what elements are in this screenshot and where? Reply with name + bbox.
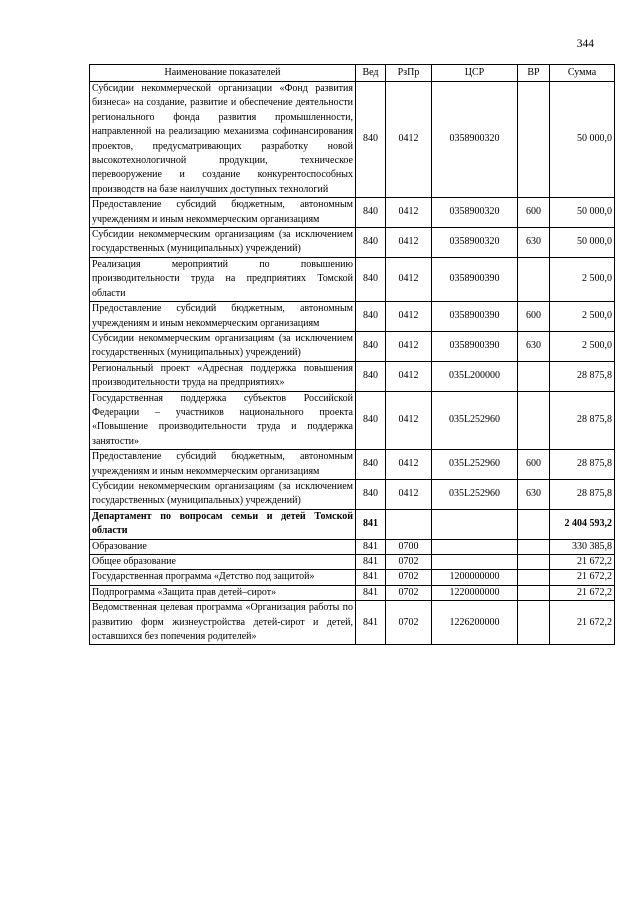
header-ved: Вед [356, 65, 386, 82]
table-row [90, 555, 615, 570]
row-vr-cell [518, 361, 550, 391]
budget-table [89, 64, 615, 645]
row-name-cell: Субсидии некоммерческой организации «Фонд развития бизнеса» на создание, развитие и обеспечение деятельности регионального фонда развития промышленности, направленной на реализацию механизма софинансирования проектов, предусматривающих разработку новой высокотехнологичной продукции, техническое перевооружение и создание конкурентоспособных производств на базе наилучших доступных технологий [90, 82, 356, 198]
row-ved-cell: 840 [356, 391, 386, 450]
row-sum-cell: 21 672,2 [550, 555, 615, 570]
row-ved-cell: 840 [356, 479, 386, 509]
row-vr-cell [518, 555, 550, 570]
row-rzpr-cell: 0412 [386, 331, 432, 361]
table-row [90, 570, 615, 585]
row-sum-cell: 330 385,8 [550, 539, 615, 554]
row-sum-cell: 28 875,8 [550, 479, 615, 509]
row-rzpr-cell: 0412 [386, 198, 432, 228]
row-csr-cell: 1200000000 [432, 570, 518, 585]
header-name: Наименование показателей [90, 65, 356, 82]
table-header-row [90, 65, 615, 82]
row-csr-cell: 035L252960 [432, 479, 518, 509]
row-name-cell: Образование [90, 539, 356, 554]
row-rzpr-cell: 0412 [386, 228, 432, 258]
row-rzpr-cell: 0702 [386, 570, 432, 585]
row-ved-cell: 840 [356, 361, 386, 391]
row-ved-cell: 841 [356, 570, 386, 585]
row-csr-cell: 035L252960 [432, 450, 518, 480]
row-vr-cell: 600 [518, 198, 550, 228]
row-csr-cell [432, 539, 518, 554]
table-row [90, 539, 615, 554]
header-vr: ВР [518, 65, 550, 82]
row-sum-cell: 50 000,0 [550, 228, 615, 258]
table-row [90, 257, 615, 301]
row-sum-cell: 28 875,8 [550, 391, 615, 450]
row-vr-cell: 630 [518, 331, 550, 361]
table-row [90, 82, 615, 198]
row-vr-cell: 630 [518, 479, 550, 509]
row-rzpr-cell [386, 509, 432, 539]
row-rzpr-cell: 0702 [386, 555, 432, 570]
row-rzpr-cell: 0412 [386, 257, 432, 301]
table-row [90, 228, 615, 258]
row-name-cell: Субсидии некоммерческим организациям (за исключением государственных (муниципальных) учреждений) [90, 228, 356, 258]
row-ved-cell: 840 [356, 257, 386, 301]
row-ved-cell: 840 [356, 82, 386, 198]
row-sum-cell: 21 672,2 [550, 570, 615, 585]
row-vr-cell: 630 [518, 228, 550, 258]
row-sum-cell: 2 404 593,2 [550, 509, 615, 539]
row-sum-cell: 28 875,8 [550, 450, 615, 480]
row-csr-cell: 1220000000 [432, 585, 518, 600]
row-csr-cell [432, 509, 518, 539]
row-vr-cell [518, 601, 550, 645]
row-csr-cell: 0358900390 [432, 331, 518, 361]
table-row [90, 331, 615, 361]
row-rzpr-cell: 0412 [386, 479, 432, 509]
row-rzpr-cell: 0412 [386, 82, 432, 198]
row-csr-cell: 1226200000 [432, 601, 518, 645]
table-row [90, 361, 615, 391]
header-csr: ЦСР [432, 65, 518, 82]
header-rzpr: РзПр [386, 65, 432, 82]
row-rzpr-cell: 0702 [386, 585, 432, 600]
row-sum-cell: 21 672,2 [550, 585, 615, 600]
row-rzpr-cell: 0700 [386, 539, 432, 554]
row-name-cell: Государственная поддержка субъектов Российской Федерации – участников национального проекта «Повышение производительности труда и поддержка занятости» [90, 391, 356, 450]
row-sum-cell: 2 500,0 [550, 257, 615, 301]
row-ved-cell: 841 [356, 555, 386, 570]
row-rzpr-cell: 0412 [386, 302, 432, 332]
row-csr-cell: 0358900320 [432, 228, 518, 258]
row-ved-cell: 841 [356, 539, 386, 554]
row-name-cell: Ведомственная целевая программа «Организация работы по развитию форм жизнеустройства детей-сирот и детей, оставшихся без попечения родителей» [90, 601, 356, 645]
table-row [90, 509, 615, 539]
row-rzpr-cell: 0412 [386, 450, 432, 480]
row-name-cell: Реализация мероприятий по повышению производительности труда на предприятиях Томской области [90, 257, 356, 301]
table-row [90, 391, 615, 450]
row-vr-cell [518, 391, 550, 450]
row-ved-cell: 840 [356, 302, 386, 332]
row-ved-cell: 840 [356, 198, 386, 228]
row-ved-cell: 841 [356, 509, 386, 539]
row-csr-cell: 0358900320 [432, 82, 518, 198]
row-name-cell: Подпрограмма «Защита прав детей–сирот» [90, 585, 356, 600]
row-name-cell: Предоставление субсидий бюджетным, автономным учреждениям и иным некоммерческим организациям [90, 302, 356, 332]
table-row [90, 601, 615, 645]
row-name-cell: Предоставление субсидий бюджетным, автономным учреждениям и иным некоммерческим организациям [90, 450, 356, 480]
row-vr-cell [518, 585, 550, 600]
header-sum: Сумма [550, 65, 615, 82]
row-sum-cell: 50 000,0 [550, 82, 615, 198]
row-vr-cell [518, 257, 550, 301]
row-name-cell: Общее образование [90, 555, 356, 570]
row-rzpr-cell: 0702 [386, 601, 432, 645]
table-row [90, 450, 615, 480]
row-rzpr-cell: 0412 [386, 361, 432, 391]
row-vr-cell: 600 [518, 450, 550, 480]
row-name-cell: Государственная программа «Детство под защитой» [90, 570, 356, 585]
row-csr-cell: 035L252960 [432, 391, 518, 450]
row-sum-cell: 28 875,8 [550, 361, 615, 391]
row-sum-cell: 2 500,0 [550, 302, 615, 332]
row-ved-cell: 840 [356, 331, 386, 361]
row-vr-cell [518, 570, 550, 585]
table-row [90, 585, 615, 600]
row-ved-cell: 841 [356, 601, 386, 645]
row-ved-cell: 841 [356, 585, 386, 600]
table-row [90, 302, 615, 332]
row-csr-cell: 0358900320 [432, 198, 518, 228]
row-csr-cell [432, 555, 518, 570]
row-sum-cell: 50 000,0 [550, 198, 615, 228]
row-csr-cell: 0358900390 [432, 257, 518, 301]
row-ved-cell: 840 [356, 228, 386, 258]
row-name-cell: Департамент по вопросам семьи и детей Томской области [90, 509, 356, 539]
row-csr-cell: 035L200000 [432, 361, 518, 391]
row-name-cell: Региональный проект «Адресная поддержка повышения производительности труда на предприятиях» [90, 361, 356, 391]
table-row [90, 479, 615, 509]
row-sum-cell: 21 672,2 [550, 601, 615, 645]
row-name-cell: Субсидии некоммерческим организациям (за исключением государственных (муниципальных) учреждений) [90, 479, 356, 509]
row-ved-cell: 840 [356, 450, 386, 480]
row-name-cell: Предоставление субсидий бюджетным, автономным учреждениям и иным некоммерческим организациям [90, 198, 356, 228]
row-name-cell: Субсидии некоммерческим организациям (за исключением государственных (муниципальных) учреждений) [90, 331, 356, 361]
row-rzpr-cell: 0412 [386, 391, 432, 450]
table-row [90, 198, 615, 228]
row-csr-cell: 0358900390 [432, 302, 518, 332]
row-vr-cell [518, 82, 550, 198]
page-number: 344 [576, 38, 594, 50]
row-sum-cell: 2 500,0 [550, 331, 615, 361]
row-vr-cell [518, 509, 550, 539]
row-vr-cell [518, 539, 550, 554]
row-vr-cell: 600 [518, 302, 550, 332]
